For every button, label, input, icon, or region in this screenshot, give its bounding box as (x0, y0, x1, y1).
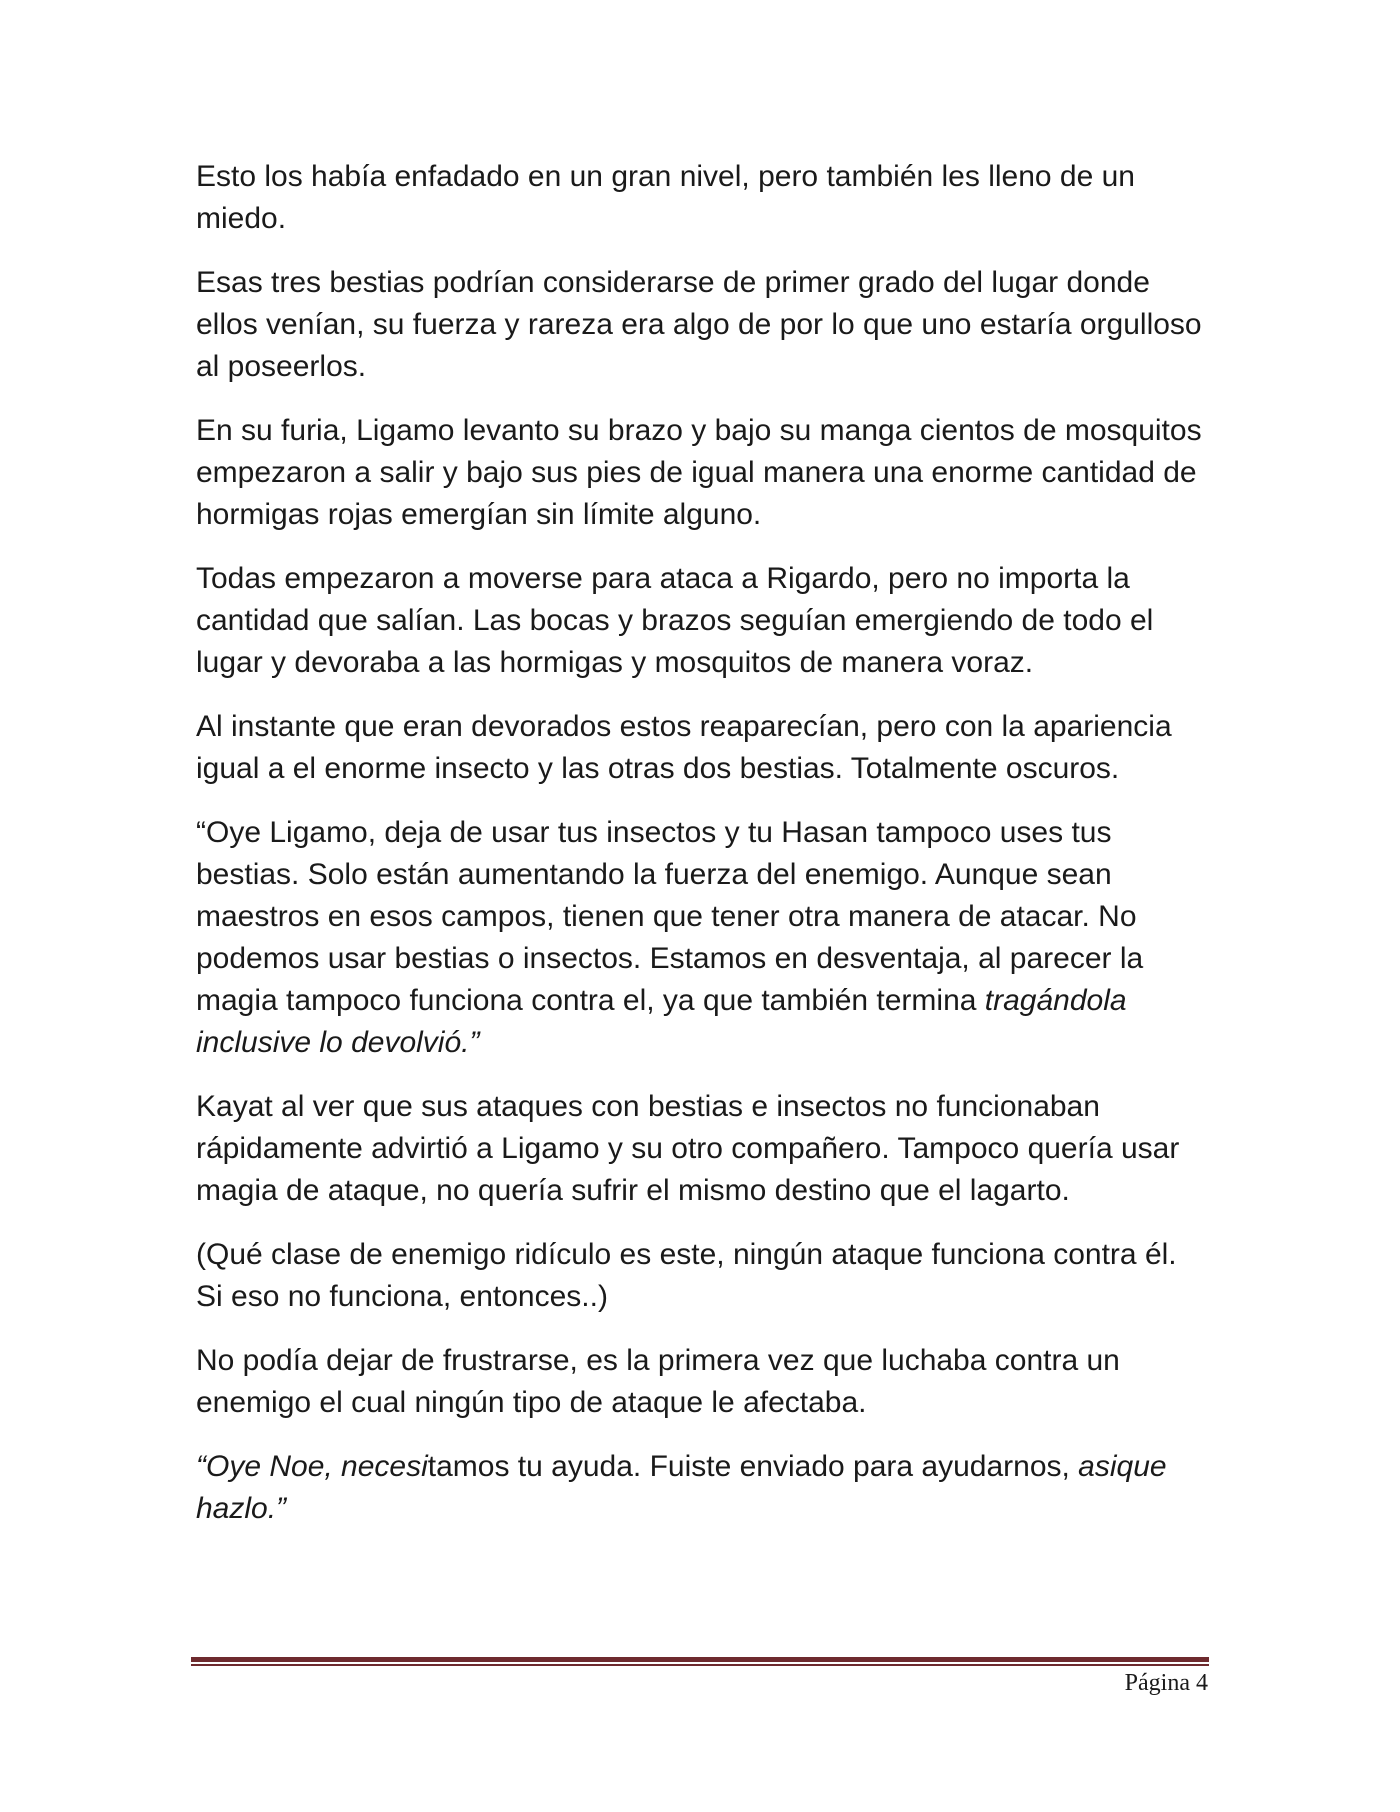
paragraph (196, 706, 1206, 790)
footer-rule (191, 1657, 1209, 1666)
paragraph (196, 558, 1206, 684)
text-run: Esas tres bestias podrían considerarse de primer grado del lugar donde ellos venían, su fuerza y rareza era algo de por lo que uno estaría orgulloso al poseerlos. (196, 266, 1210, 383)
italic-text-run: “Oye Noe, necesi (196, 1450, 428, 1483)
dialogue-paragraph (196, 812, 1206, 1064)
text-run: Todas empezaron a moverse para ataca a Rigardo, pero no importa la cantidad que salían. Las bocas y brazos seguían emergiendo de todo el lugar y devoraba a las hormigas y mosquitos de manera voraz. (196, 562, 1162, 679)
italic-text-run: asique hazlo.” (196, 1450, 1175, 1525)
paragraph (196, 262, 1210, 388)
text-run: Esto los había enfadado en un gran nivel, pero también les lleno de un miedo. (196, 160, 1144, 235)
paragraph (196, 156, 1206, 240)
italic-text-run: tragándola inclusive lo devolvió.” (196, 984, 1135, 1059)
text-run: “Oye Ligamo, deja de usar tus insectos y tu Hasan tampoco uses tus bestias. Solo están aumentando la fuerza del enemigo. Aunque sean maestros en esos campos, tienen que tener otra manera de atacar. No podemos usar bestias o insectos. Estamos en desventaja, al parecer la magia tampoco funciona contra el, ya que también termina (196, 816, 1152, 1017)
paragraph (196, 1086, 1206, 1212)
text-run: En su furia, Ligamo levanto su brazo y bajo su manga cientos de mosquitos empezaron a salir y bajo sus pies de igual manera una enorme cantidad de hormigas rojas emergían sin límite alguno. (196, 414, 1219, 531)
thought-paragraph (196, 1234, 1206, 1318)
footer-rule-thin-line (191, 1664, 1209, 1666)
body-text (196, 156, 1219, 1530)
text-run: (Qué clase de enemigo ridículo es este, ningún ataque funciona contra él. Si eso no funciona, entonces..) (196, 1238, 1185, 1313)
paragraph (196, 1340, 1206, 1424)
page-number: Página 4 (1124, 1670, 1208, 1696)
paragraph (196, 410, 1219, 536)
text-run: Kayat al ver que sus ataques con bestias e insectos no funcionaban rápidamente advirtió a Ligamo y su otro compañero. Tampoco quería usar magia de ataque, no quería sufrir el mismo destino que el lagarto. (196, 1090, 1188, 1207)
text-run: No podía dejar de frustrarse, es la primera vez que luchaba contra un enemigo el cual ningún tipo de ataque le afectaba. (196, 1344, 1129, 1419)
dialogue-paragraph (196, 1446, 1206, 1530)
text-run: Al instante que eran devorados estos reaparecían, pero con la apariencia igual a el enorme insecto y las otras dos bestias. Totalmente oscuros. (196, 710, 1180, 785)
text-run: tamos tu ayuda. Fuiste enviado para ayudarnos, (427, 1450, 1079, 1483)
